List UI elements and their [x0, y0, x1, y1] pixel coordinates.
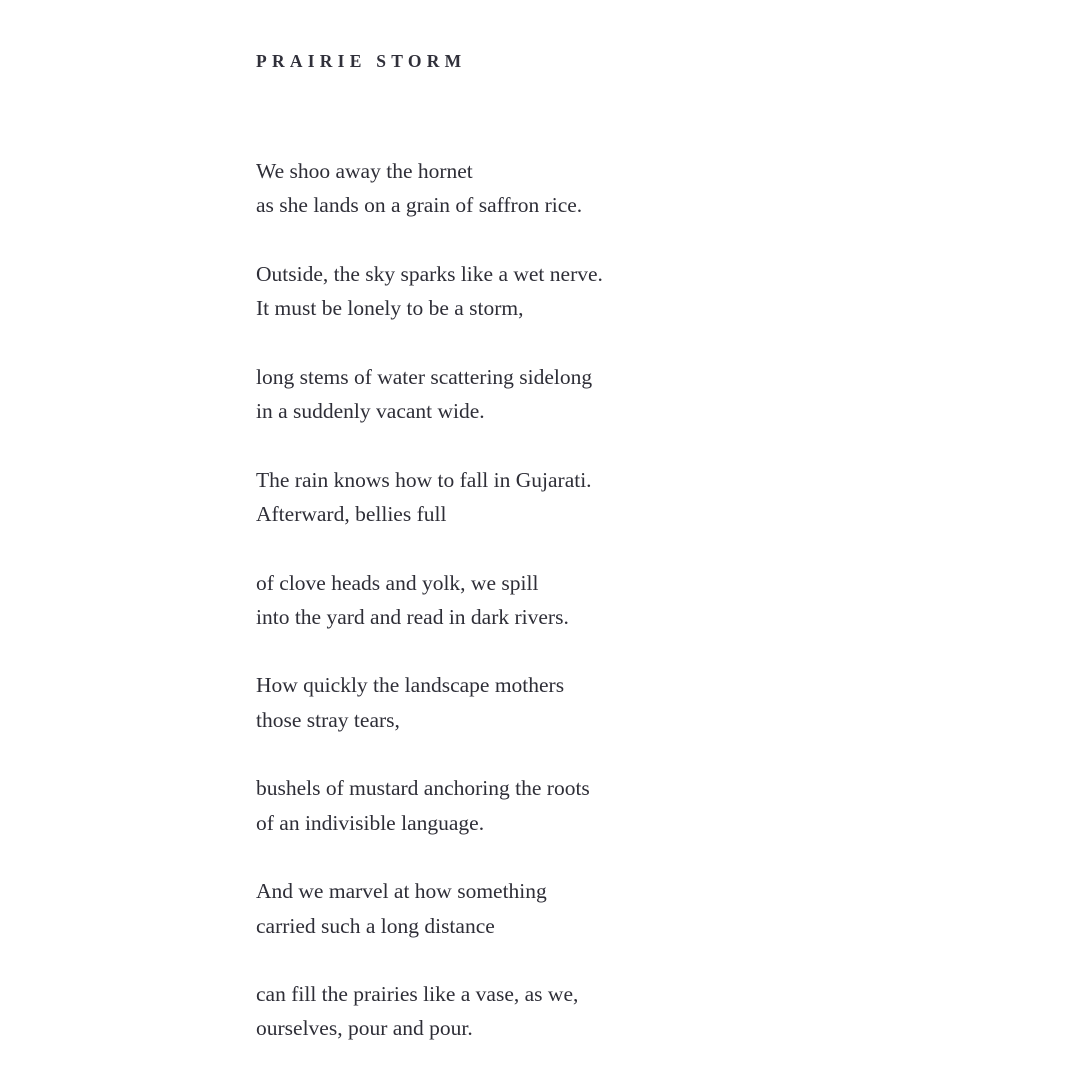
poem-line: of an indivisible language.	[256, 810, 485, 835]
poem-line: And we marvel at how something	[256, 879, 547, 904]
stanza	[256, 668, 726, 737]
poem-content-column	[256, 46, 726, 1080]
poem-line: The rain knows how to fall in Gujarati.	[256, 467, 592, 492]
stanza	[256, 566, 726, 635]
poem-line: of clove heads and yolk, we spill	[256, 570, 539, 595]
poem-line: bushels of mustard anchoring the roots	[256, 776, 590, 801]
poem-line: Afterward, bellies full	[256, 501, 447, 526]
poem-line: We shoo away the hornet	[256, 159, 473, 183]
poem-line: How quickly the landscape mothers	[256, 673, 565, 698]
poem-line: long stems of water scattering sidelong	[256, 364, 593, 389]
poem-body	[256, 154, 726, 1046]
poem-line: as she lands on a grain of saffron rice.	[256, 193, 583, 218]
stanza	[256, 977, 726, 1046]
stanza	[256, 360, 726, 429]
stanza	[256, 257, 726, 326]
poem-line: Outside, the sky sparks like a wet nerve.	[256, 261, 603, 286]
stanza	[256, 463, 726, 532]
poem-title: PRAIRIE STORM	[256, 51, 467, 71]
stanza	[256, 771, 726, 840]
poem-line: can fill the prairies like a vase, as we,	[256, 982, 579, 1007]
poem-line: It must be lonely to be a storm,	[256, 296, 524, 321]
poem-line: carried such a long distance	[256, 913, 495, 938]
poem-line: into the yard and read in dark rivers.	[256, 604, 569, 629]
poem-line: in a suddenly vacant wide.	[256, 399, 485, 424]
poem-line: ourselves, pour and pour.	[256, 1016, 473, 1041]
stanza	[256, 154, 726, 223]
stanza	[256, 874, 726, 943]
poem-line: those stray tears,	[256, 707, 400, 732]
